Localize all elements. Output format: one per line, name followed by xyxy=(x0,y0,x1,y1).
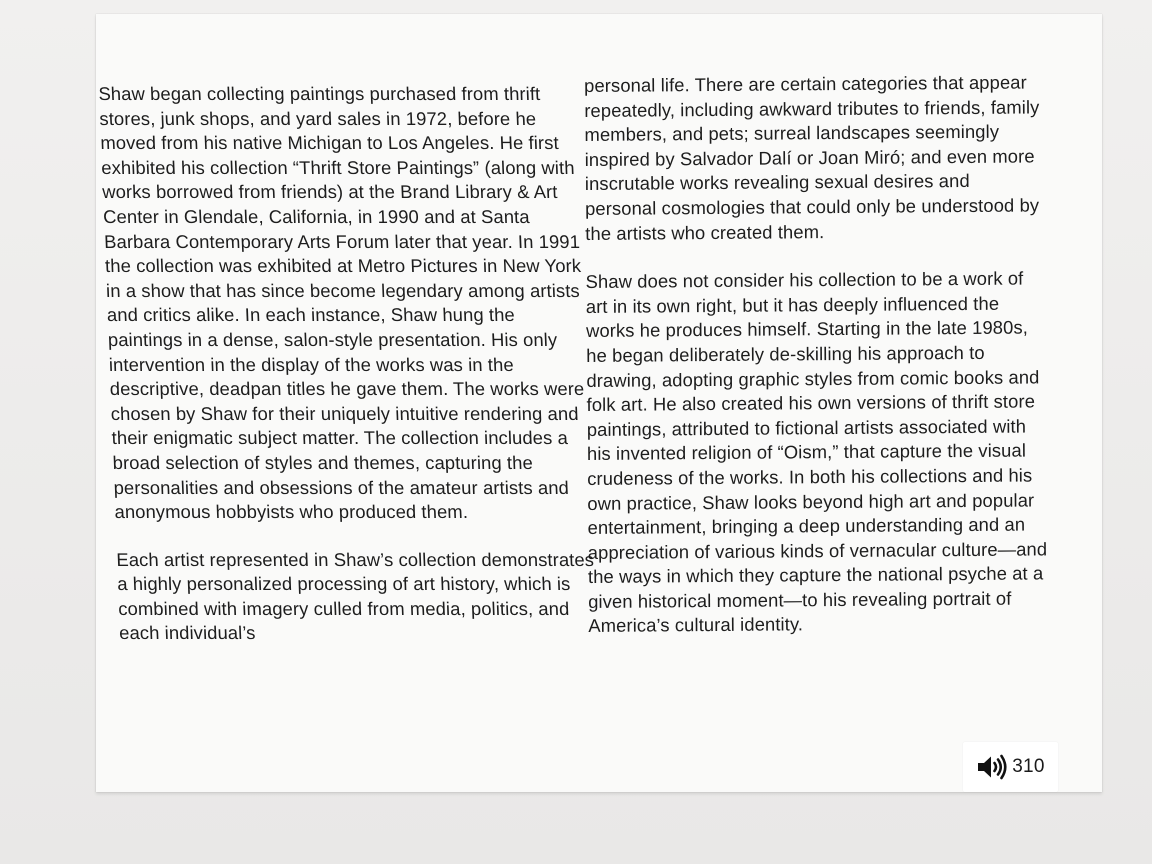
audio-guide-tag xyxy=(963,742,1058,792)
left-text-column xyxy=(98,82,598,646)
wall-text-placard xyxy=(96,14,1102,792)
audio-stop-number: 310 xyxy=(1012,756,1045,777)
right-paragraph-2: Shaw does not consider his collection to be a work of art in its own right, but it has deeply influenced the works he produces himself. Starting in the late 1980s, he began deliberately de-skilling his approach to drawing, adopting graphic styles from comic books and folk art. He also created his own versions of thrift store paintings, attributed to fictional artists associated with his invented religion of “Oism,” that capture the visual crudeness of the works. In both his collections and his own practice, Shaw looks beyond high art and popular entertainment, bringing a deep understanding and an appreciation of various kinds of vernacular culture—and the ways in which they capture the national psyche at a given historical moment—to his revealing portrait of America’s cultural identity. xyxy=(585,267,1048,637)
left-paragraph-1: Shaw began collecting paintings purchased from thrift stores, junk shops, and yard sales in 1972, before he moved from his native Michigan to Los Angeles. He first exhibited his collection “Thrift Store Paintings” (along with works borrowed from friends) at the Brand Library & Art Center in Glendale, California, in 1990 and at Santa Barbara Contemporary Arts Forum later that year. In 1991 the collection was exhibited at Metro Pictures in New York in a show that has since become legendary among artists and critics alike. In each instance, Shaw hung the paintings in a dense, salon-style presentation. His only intervention in the display of the works was in the descriptive, deadpan titles he gave them. The works were chosen by Shaw for their uniquely intuitive rendering and their enigmatic subject matter. The collection includes a broad selection of styles and themes, capturing the personalities and obsessions of the amateur artists and anonymous hobbyists who produced them. xyxy=(98,83,585,523)
speaker-icon xyxy=(976,752,1008,782)
right-paragraph-1: personal life. There are certain categories that appear repeatedly, including awkward tributes to friends, family members, and pets; surreal landscapes seemingly inspired by Salvador Dalí or Joan Miró; and even more inscrutable works revealing sexual desires and personal cosmologies that could only be understood by the artists who created them. xyxy=(584,71,1040,244)
left-paragraph-2: Each artist represented in Shaw’s collection demonstrates a highly personalized processing of art history, which is combined with imagery culled from media, politics, and each individual’s xyxy=(115,548,595,644)
right-text-column xyxy=(584,70,1048,639)
